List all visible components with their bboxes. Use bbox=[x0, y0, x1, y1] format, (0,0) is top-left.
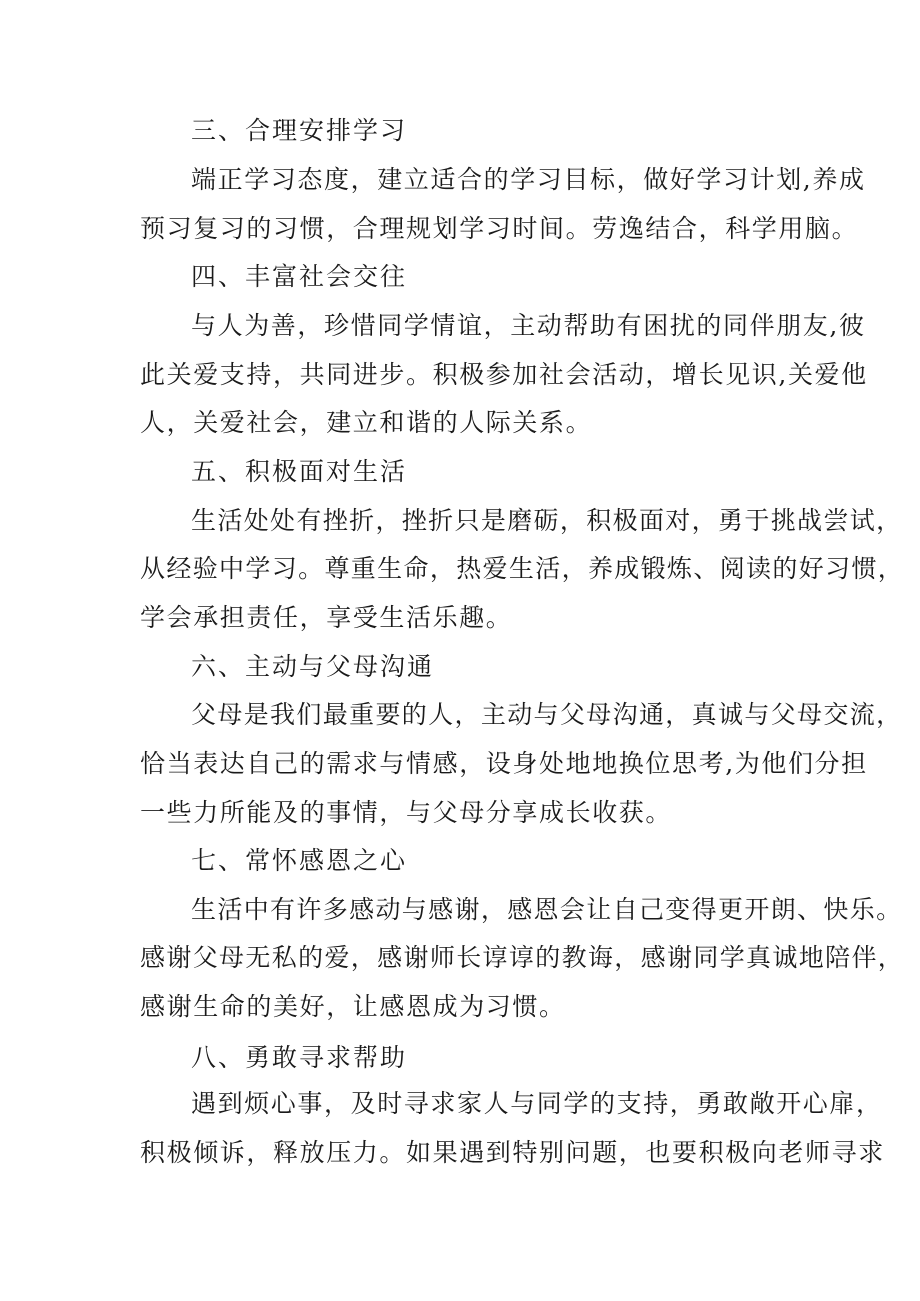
section-heading: 六、主动与父母沟通 bbox=[191, 652, 435, 681]
paragraph-line: 生活处处有挫折，挫折只是磨砺，积极面对，勇于挑战尝试， bbox=[191, 506, 903, 535]
paragraph-line: 与人为善，珍惜同学情谊，主动帮助有困扰的同伴朋友,彼 bbox=[191, 311, 866, 340]
paragraph-line: 学会承担责任，享受生活乐趣。 bbox=[140, 603, 513, 632]
paragraph-line: 遇到烦心事，及时寻求家人与同学的支持，勇敢敞开心扉， bbox=[191, 1089, 883, 1118]
paragraph-line: 从经验中学习。尊重生命，热爱生活，养成锻炼、阅读的好习惯， bbox=[140, 554, 905, 583]
paragraph-line: 感谢生命的美好，让感恩成为习惯。 bbox=[140, 992, 566, 1021]
paragraph-line: 此关爱支持，共同进步。积极参加社会活动，增长见识,关爱他 bbox=[140, 360, 868, 389]
section-heading: 三、合理安排学习 bbox=[191, 116, 408, 145]
paragraph-line: 端正学习态度，建立适合的学习目标，做好学习计划,养成 bbox=[191, 165, 866, 194]
paragraph-line: 人，关爱社会，建立和谐的人际关系。 bbox=[140, 408, 593, 437]
paragraph-line: 生活中有许多感动与感谢，感恩会让自己变得更开朗、快乐。 bbox=[191, 895, 903, 924]
section-heading: 四、丰富社会交往 bbox=[191, 262, 408, 291]
section-heading: 七、常怀感恩之心 bbox=[191, 846, 408, 875]
paragraph-line: 积极倾诉，释放压力。如果遇到特别问题，也要积极向老师寻求 bbox=[140, 1138, 885, 1167]
section-heading: 八、勇敢寻求帮助 bbox=[191, 1043, 408, 1072]
paragraph-line: 父母是我们最重要的人，主动与父母沟通，真诚与父母交流， bbox=[191, 700, 903, 729]
paragraph-line: 一些力所能及的事情，与父母分享成长收获。 bbox=[140, 798, 673, 827]
paragraph-line: 预习复习的习惯，合理规划学习时间。劳逸结合，科学用脑。 bbox=[140, 214, 859, 243]
paragraph-line: 恰当表达自己的需求与情感，设身处地地换位思考,为他们分担 bbox=[140, 749, 868, 778]
paragraph-line: 感谢父母无私的爱，感谢师长谆谆的教诲，感谢同学真诚地陪伴， bbox=[140, 943, 905, 972]
section-heading: 五、积极面对生活 bbox=[191, 457, 408, 486]
